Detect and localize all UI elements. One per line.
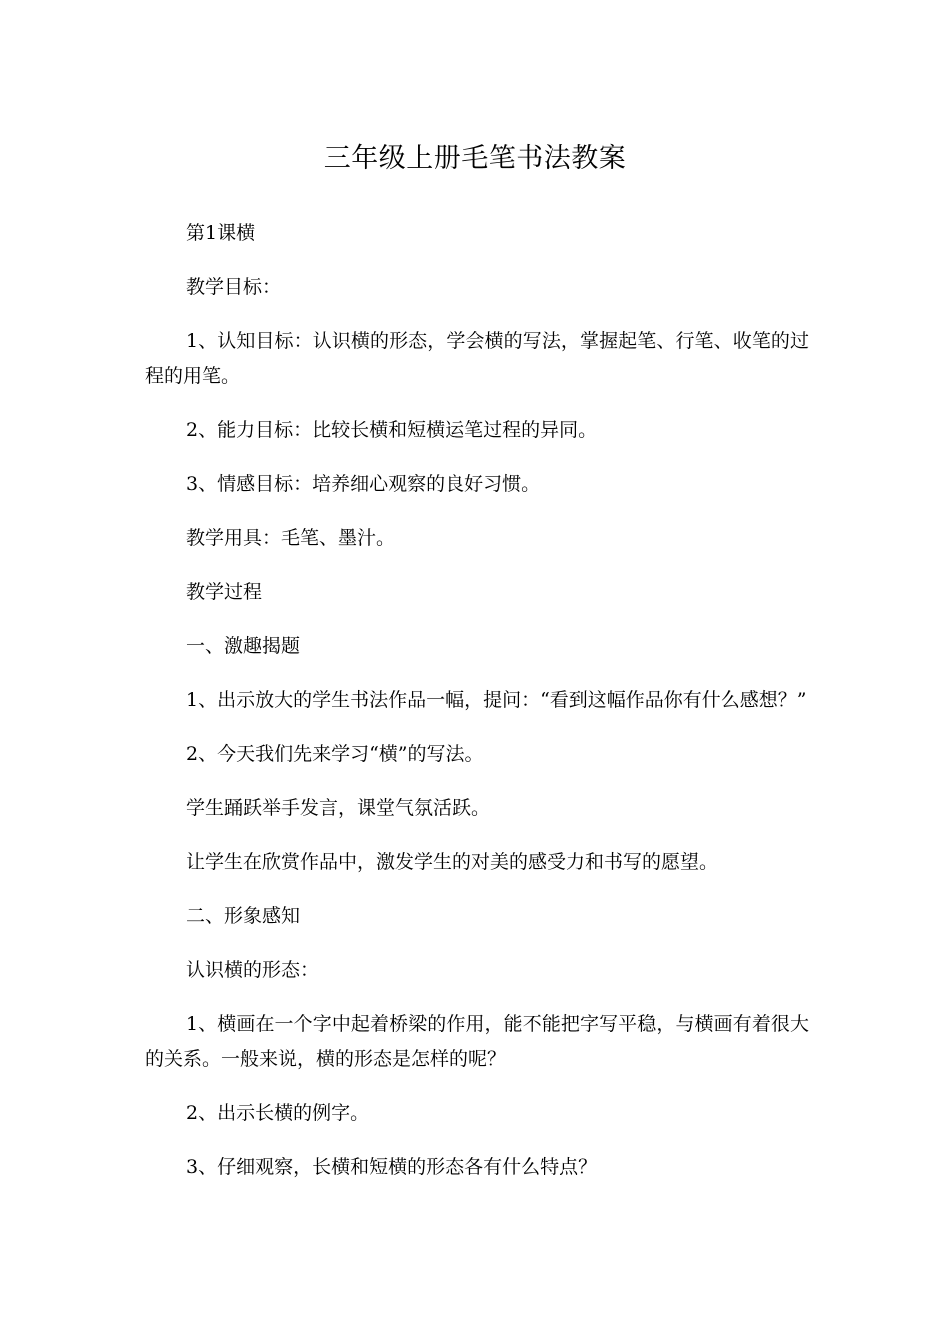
paragraph-step-show-work: 1、出示放大的学生书法作品一幅，提问：“看到这幅作品你有什么感想？” — [186, 689, 807, 711]
paragraph-lesson-heading: 第1课横 — [186, 222, 256, 244]
paragraph-observe-features: 3、仔细观察，长横和短横的形态各有什么特点？ — [186, 1156, 598, 1178]
paragraph-teaching-process: 教学过程 — [186, 581, 263, 603]
paragraph-student-response: 学生踊跃举手发言，课堂气氛活跃。 — [186, 797, 491, 819]
paragraph-goal-ability: 2、能力目标：比较长横和短横运笔过程的异同。 — [186, 419, 598, 441]
document-body — [145, 216, 809, 1204]
paragraph-teaching-goals: 教学目标： — [186, 276, 282, 298]
paragraph-teaching-tools: 教学用具：毛笔、墨汁。 — [186, 527, 396, 549]
paragraph-show-long-heng: 2、出示长横的例字。 — [186, 1102, 370, 1124]
paragraph-appreciation: 让学生在欣赏作品中，激发学生的对美的感受力和书写的愿望。 — [186, 851, 719, 873]
document-title: 三年级上册毛笔书法教案 — [323, 143, 627, 174]
paragraph-section-one: 一、激趣揭题 — [186, 635, 301, 657]
paragraph-step-learn-heng: 2、今天我们先来学习“横”的写法。 — [186, 743, 484, 765]
paragraph-heng-bridge: 1、横画在一个字中起着桥梁的作用，能不能把字写平稳，与横画有着很大的关系。一般来说，横的形态是怎样的呢？ — [145, 1013, 809, 1070]
paragraph-goal-emotion: 3、情感目标：培养细心观察的良好习惯。 — [186, 473, 541, 495]
paragraph-section-two: 二、形象感知 — [186, 905, 301, 927]
paragraph-goal-cognitive: 1、认知目标：认识横的形态，学会横的写法，掌握起笔、行笔、收笔的过程的用笔。 — [145, 330, 809, 387]
paragraph-recognize-form: 认识横的形态： — [186, 959, 320, 981]
